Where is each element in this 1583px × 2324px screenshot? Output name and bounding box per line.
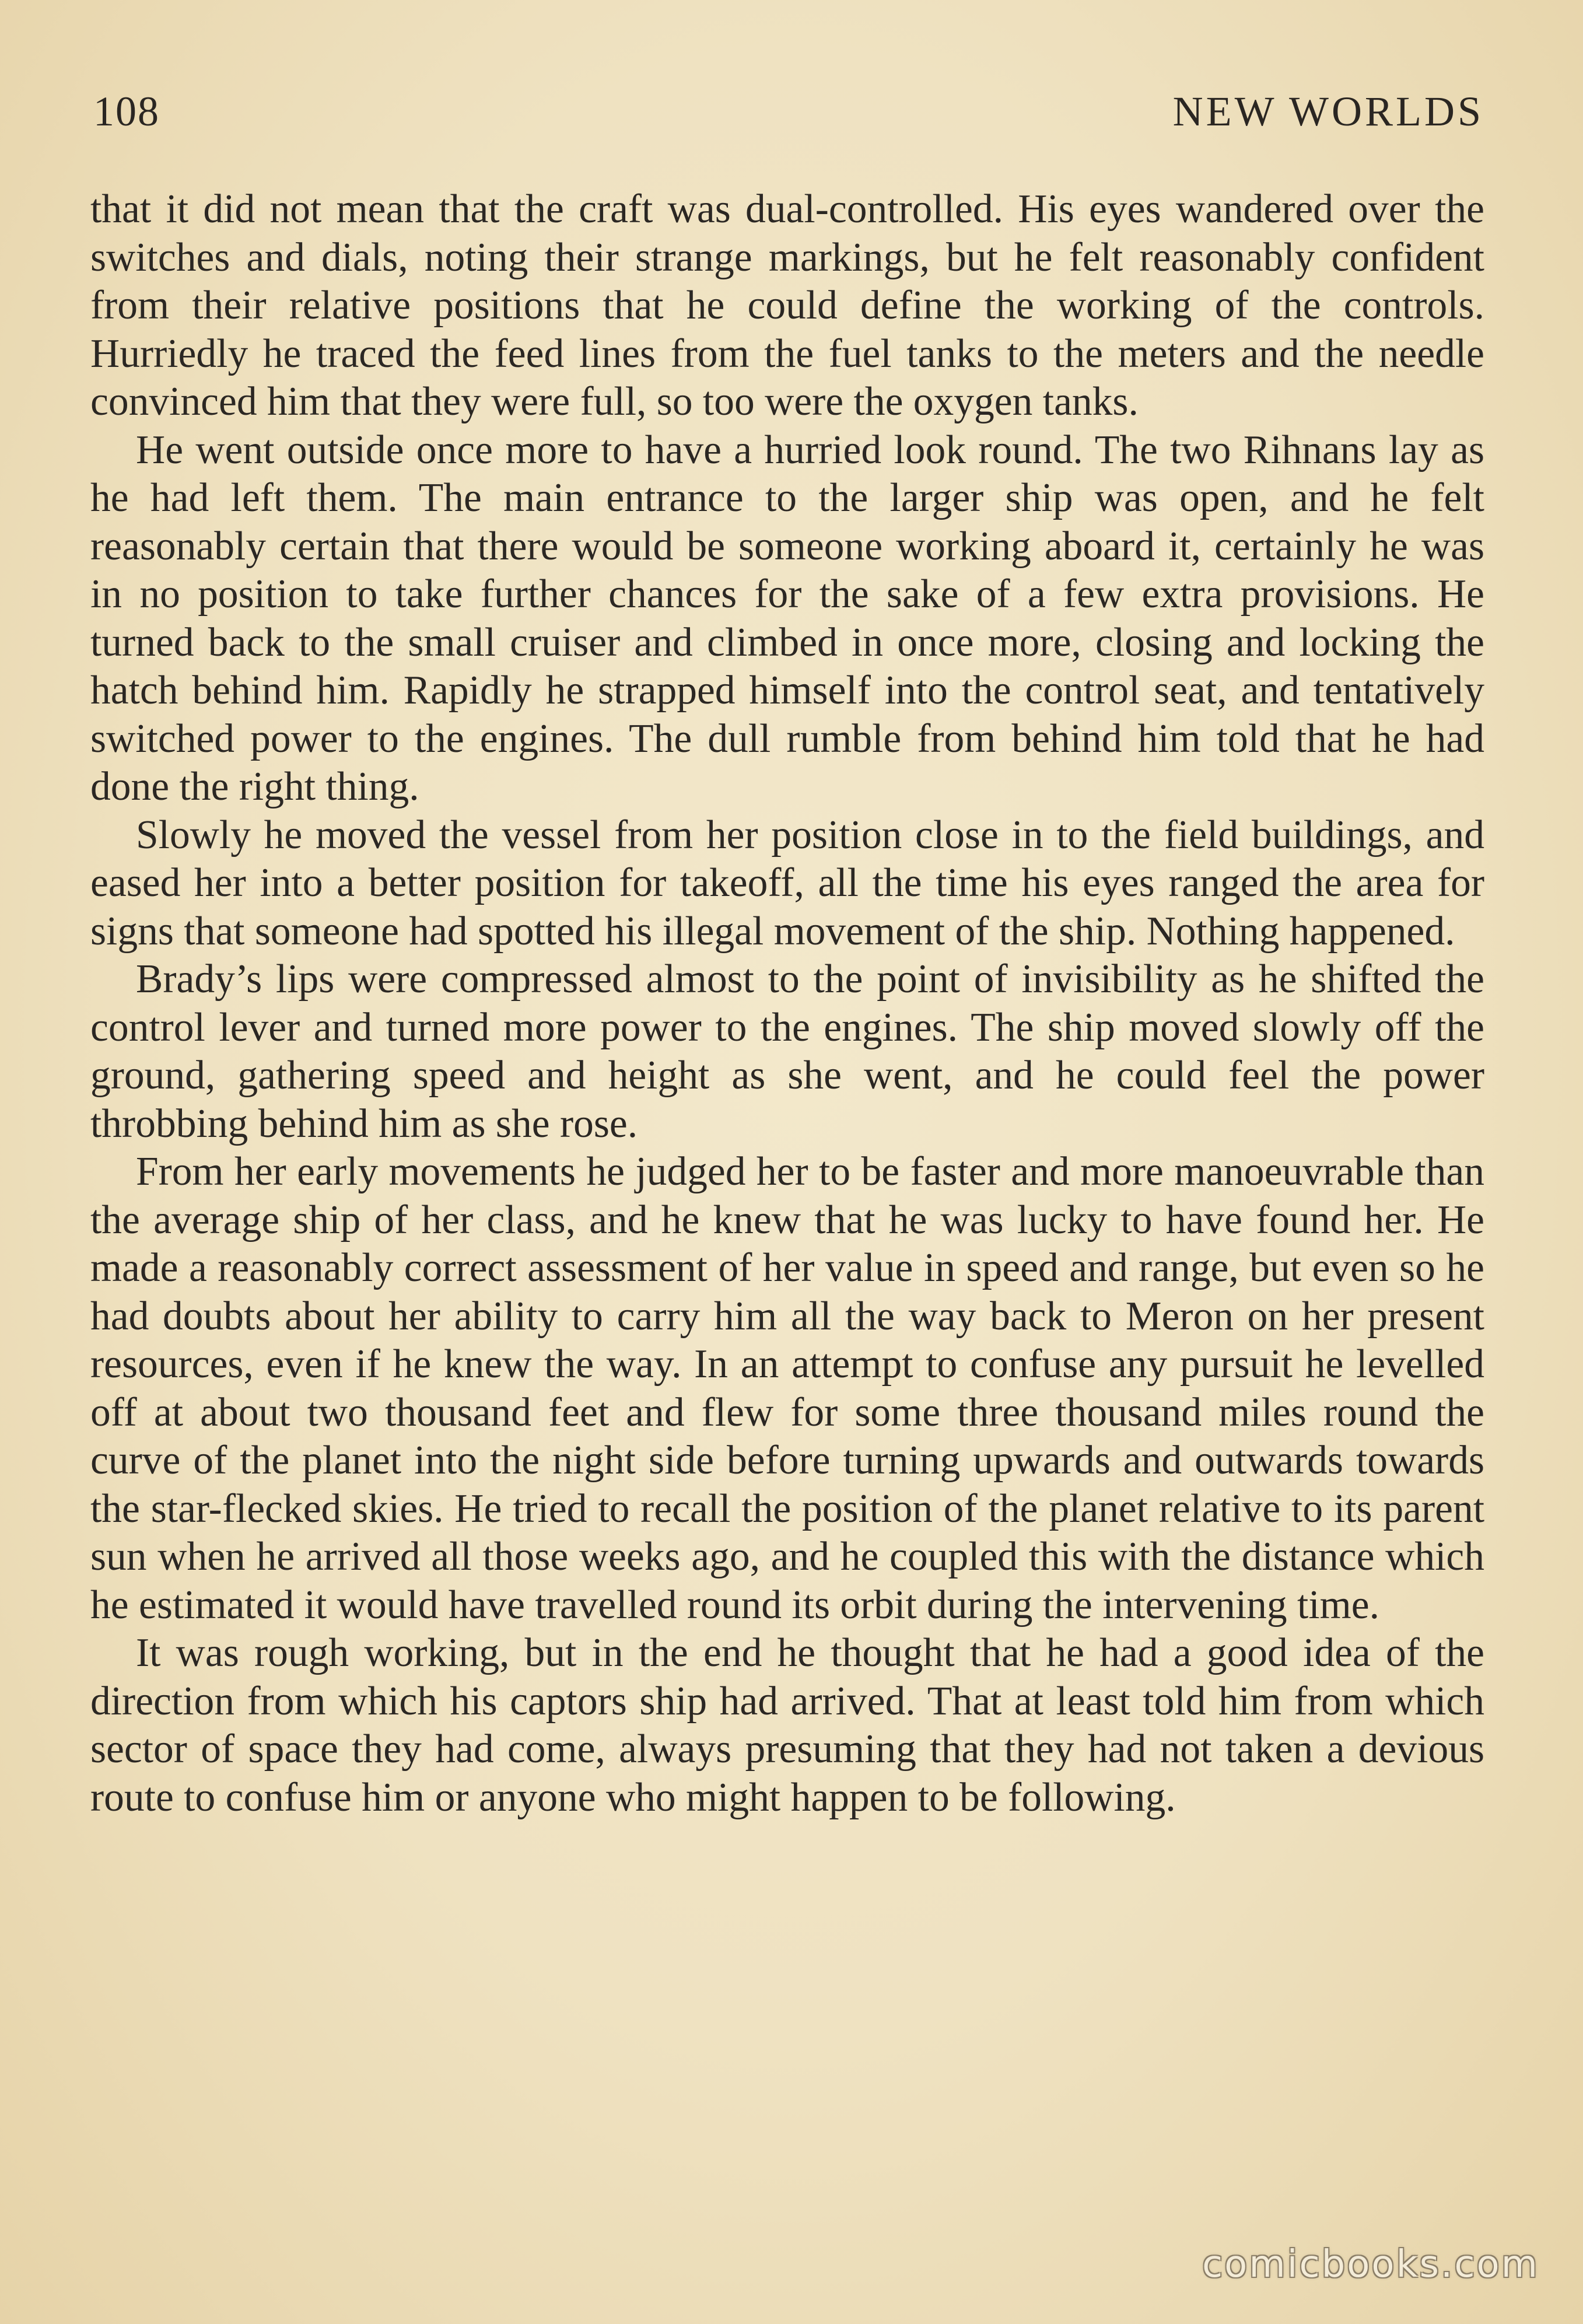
paragraph: that it did not mean that the craft was dual-controlled. His eyes wandered over the switches and dials, noting their strange markings, but he felt reasonably confident from their relative positions that he could define the working of the controls. Hurriedly he traced the feed lines from the fuel tanks to the meters and the needle convinced him that they were full, so too were the oxygen tanks.: [90, 187, 1484, 424]
paragraph: Slowly he moved the vessel from her position close in to the field buildings, and eased her into a better position for takeoff, all the time his eyes ranged the area for signs that someone had spotted his illegal movement of the ship. Nothing happened.: [90, 812, 1484, 954]
paragraph: Brady’s lips were compressed almost to the point of invisibility as he shifted the control lever and turned more power to the engines. The ship moved slowly off the ground, gathering speed and height as she went, and he could feel the power throbbing behind him as she rose.: [90, 957, 1484, 1146]
running-head: NEW WORLDS: [1172, 88, 1484, 135]
page-header: [93, 88, 1484, 152]
site-watermark: comicbooks.com: [1202, 2243, 1539, 2286]
paragraph: It was rough working, but in the end he thought that he had a good idea of the direction from which his captors ship had arrived. That at least told him from which sector of space they had come, always presuming that they had not taken a devious route to confuse him or anyone who might happen to be following.: [90, 1630, 1484, 1820]
paragraph: He went outside once more to have a hurried look round. The two Rihnans lay as he had left them. The main entrance to the larger ship was open, and he felt reasonably certain that there would be someone working aboard it, certainly he was in no position to take further chances for the sake of a few extra provisions. He turned back to the small cruiser and climbed in once more, closing and locking the hatch behind him. Rapidly he strapped himself into the control seat, and tentatively switched power to the engines. The dull rumble from behind him told that he had done the right thing.: [90, 427, 1484, 809]
paragraph: From her early movements he judged her to be faster and more manoeuvrable than the average ship of her class, and he knew that he was lucky to have found her. He made a reasonably correct assessment of her value in speed and range, but even so he had doubts about her ability to carry him all the way back to Meron on her present resources, even if he knew the way. In an attempt to confuse any pursuit he levelled off at about two thousand feet and flew for some three thousand miles round the curve of the planet into the night side before turning upwards and outwards towards the star-flecked skies. He tried to recall the position of the planet relative to its parent sun when he arrived all those weeks ago, and he coupled this with the distance which he estimated it would have travelled round its orbit during the intervening time.: [90, 1149, 1484, 1628]
body-text: [90, 186, 1484, 1822]
page-number: 108: [93, 88, 160, 135]
